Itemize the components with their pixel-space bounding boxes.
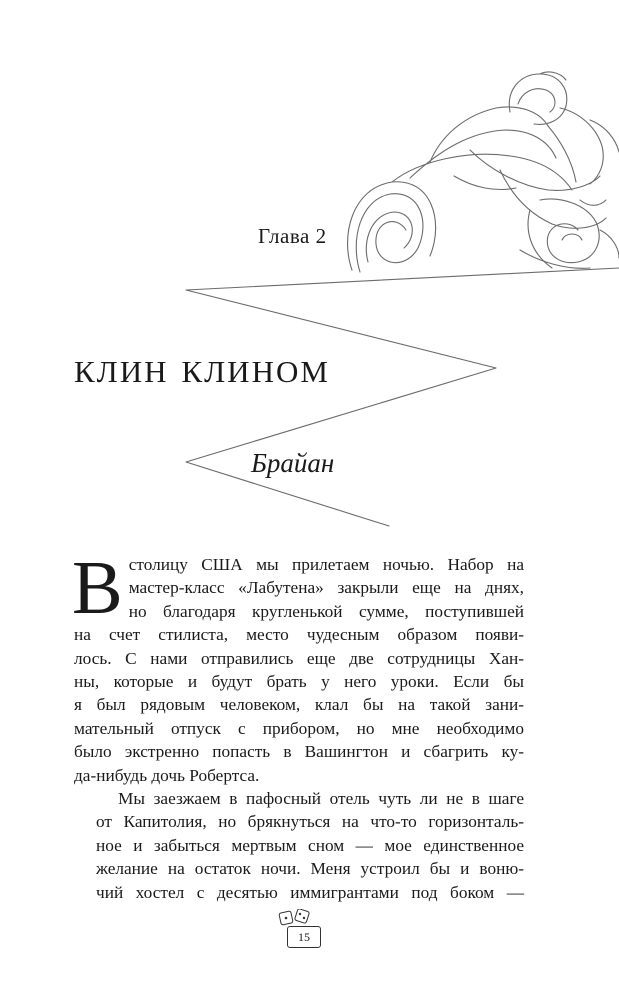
narrator-name: Брайан [251,448,335,478]
text-line: ны, которые и будут брать у него уроки. Если бы [74,672,524,692]
text-line: лось. С нами отправились еще две сотрудницы Хан- [74,648,524,668]
text-line: я был рядовым человеком, клал бы на такой зани- [74,695,524,715]
paragraph-1 [72,546,524,787]
text-line: да-нибудь дочь Робертса. [74,765,260,785]
text-line: столицу США мы прилетаем ночью. Набор на [128,555,524,574]
text-line: мательный отпуск с прибором, но мне необходимо [74,718,524,738]
text-line: чий хостел с десятью иммигрантами под боком — [96,882,524,902]
drop-cap: В [72,546,123,630]
chapter-title: клин клином [74,343,330,392]
text-line: было экстренно попасть в Вашингтон и сбагрить ку- [74,742,524,762]
chapter-label: Глава 2 [258,224,327,248]
text-line: Мы заезжаем в пафосный отель чуть ли не в шаге [118,789,524,809]
text-line: на счет стилиста, место чудесным образом появи- [74,625,524,645]
paragraph-2 [74,787,524,904]
chapter-body [72,546,524,904]
text-line: но благодаря кругленькой сумме, поступившей [128,601,524,621]
text-line: мастер-класс «Лабутена» закрыли еще на днях, [128,578,524,598]
text-line: ное и забыться мертвым сном — мое единственное [96,835,524,855]
text-line: желание на остаток ночи. Меня устроил бы и воню- [96,859,524,879]
page-number: 15 [287,926,321,948]
text-line: от Капитолия, но брякнуться на что-то горизонталь- [96,812,524,832]
